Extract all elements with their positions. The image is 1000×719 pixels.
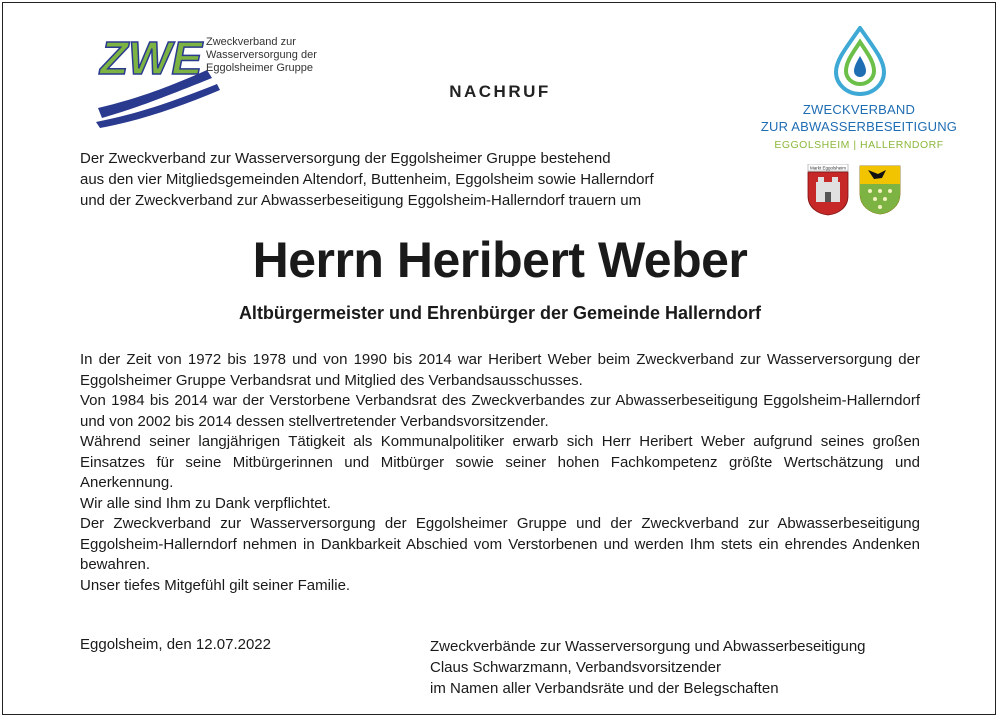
signature-line: Zweckverbände zur Wasserversorgung und Abwasserbeseitigung (430, 638, 866, 655)
body-paragraph: In der Zeit von 1972 bis 1978 und von 1990 bis 2014 war Heribert Weber beim Zweckverband zur Wasserversorgung der Eggolsheimer Gruppe Verbandsrat und Mitglied des Verbandsausschusses. (80, 351, 920, 389)
obituary-body (80, 350, 920, 596)
signature-block (430, 636, 950, 699)
body-paragraph: Während seiner langjährigen Tätigkeit als Kommunalpolitiker erwarb sich Herr Heribert Weber aufgrund seines großen Einsatzes für seine Mitbürgerinnen und Mitbürger sowie seiner hohen Fachkompetenz größte Wertschätzung und Anerkennung. (80, 433, 920, 491)
deceased-title: Altbürgermeister und Ehrenbürger der Gemeinde Hallerndorf (238, 303, 762, 323)
zwe-text-line: Eggolsheimer Gruppe (206, 62, 314, 74)
zwe-text-line: Wasserversorgung der (206, 49, 317, 61)
intro-line: Der Zweckverband zur Wasserversorgung der Eggolsheimer Gruppe bestehend (80, 150, 611, 167)
water-drop-icon (832, 26, 888, 96)
crest-label: Markt Eggolsheim (809, 165, 847, 171)
crest-eggolsheim-icon (806, 164, 850, 216)
intro-text (80, 148, 740, 211)
signature-line: Claus Schwarzmann, Verbandsvorsitzender (430, 659, 721, 676)
page-heading: NACHRUF (449, 82, 551, 101)
body-paragraph: Wir alle sind Ihm zu Dank verpflichtet. (80, 494, 331, 512)
zav-title-line: ZWECKVERBAND (802, 102, 916, 117)
zwe-text-line: Zweckverband zur (206, 36, 296, 48)
zav-logo-title (744, 101, 974, 135)
intro-line: aus den vier Mitgliedsgemeinden Altendorf, Buttenheim, Eggolsheim sowie Hallerndorf (80, 171, 654, 188)
body-paragraph: Von 1984 bis 2014 war der Verstorbene Verbandsrat des Zweckverbandes zur Abwasserbeseitigung Eggolsheim-Hallerndorf und von 2002 bis 2014 dessen stellvertretender Verbandsvorsitzender. (80, 392, 920, 430)
crest-hallerndorf-icon (858, 164, 902, 216)
body-paragraph: Unser tiefes Mitgefühl gilt seiner Familie. (80, 576, 351, 594)
place-and-date: Eggolsheim, den 12.07.2022 (80, 636, 271, 653)
zav-title-line: ZUR ABWASSERBESEITIGUNG (760, 119, 958, 134)
intro-line: und der Zweckverband zur Abwasserbeseitigung Eggolsheim-Hallerndorf trauern um (80, 192, 642, 209)
signature-line: im Namen aller Verbandsräte und der Belegschaften (430, 680, 779, 697)
zwe-logo-text (206, 36, 317, 75)
zav-logo-subtitle: EGGOLSHEIM | HALLERNDORF (774, 139, 944, 151)
body-paragraph: Der Zweckverband zur Wasserversorgung der Eggolsheimer Gruppe und der Zweckverband zur Abwasserbeseitigung Eggolsheim-Hallerndorf nehmen in Dankbarkeit Abschied vom Verstorbenen und werden Ihm stets ein ehrendes Andenken bewahren. (80, 515, 920, 573)
zwe-wordmark: ZWE (100, 32, 203, 84)
deceased-name: Herrn Heribert Weber (252, 232, 748, 288)
